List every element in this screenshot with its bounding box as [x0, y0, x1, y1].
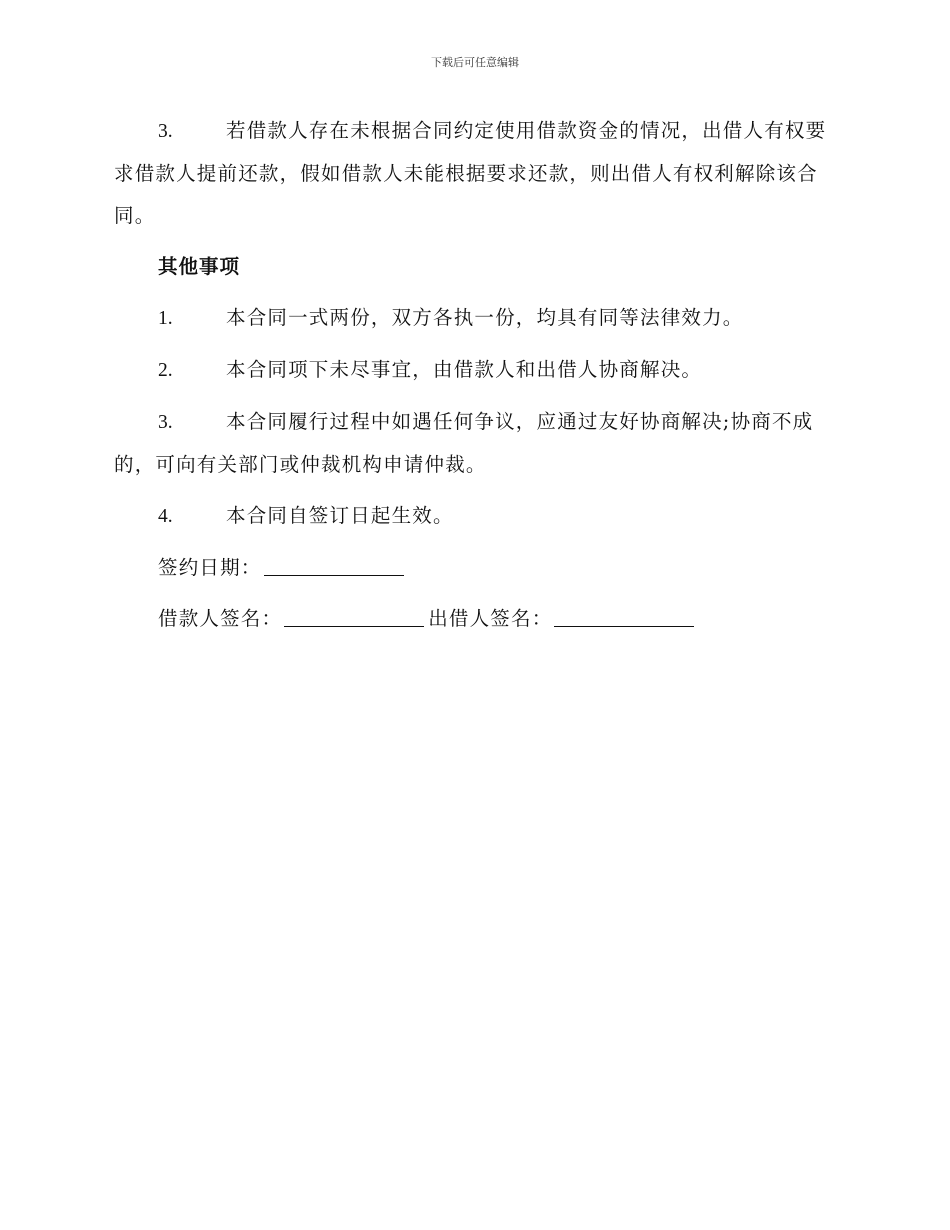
section-title: 其他事项 — [158, 255, 241, 278]
clause-number: 3. — [158, 412, 173, 433]
clause-text: 本合同自签订日起生效。 — [226, 504, 454, 527]
clause-item-3 — [114, 401, 838, 486]
clause-number: 2. — [158, 360, 173, 381]
signing-date-label: 签约日期： — [158, 556, 262, 579]
clause-item-4 — [114, 495, 838, 538]
clause-number: 1. — [158, 308, 173, 329]
lender-signature-label: 出借人签名： — [428, 607, 553, 630]
borrower-signature-label: 借款人签名： — [158, 607, 283, 630]
borrower-signature-blank — [284, 606, 424, 627]
clause-text: 本合同一式两份，双方各执一份，均具有同等法律效力。 — [226, 306, 744, 329]
clause-number: 4. — [158, 506, 173, 527]
signature-line — [158, 598, 838, 640]
clause-item-1 — [114, 297, 838, 340]
header-note: 下载后可任意编辑 — [431, 56, 519, 69]
signing-date-blank — [264, 555, 404, 576]
clause-number: 3. — [158, 121, 173, 142]
lender-signature-blank — [554, 606, 694, 627]
clause-text: 本合同履行过程中如遇任何争议，应通过友好协商解决;协商不成的，可向有关部门或仲裁机构申请仲裁。 — [114, 410, 814, 476]
clause-item-2 — [114, 349, 838, 392]
clause-text: 本合同项下未尽事宜，由借款人和出借人协商解决。 — [226, 358, 703, 381]
clause-text: 若借款人存在未根据合同约定使用借款资金的情况，出借人有权要求借款人提前还款，假如借款人未能根据要求还款，则出借人有权利解除该合同。 — [114, 119, 827, 227]
clause-3-prev — [114, 110, 838, 237]
signing-date-line — [158, 547, 838, 589]
document-body — [114, 110, 838, 649]
